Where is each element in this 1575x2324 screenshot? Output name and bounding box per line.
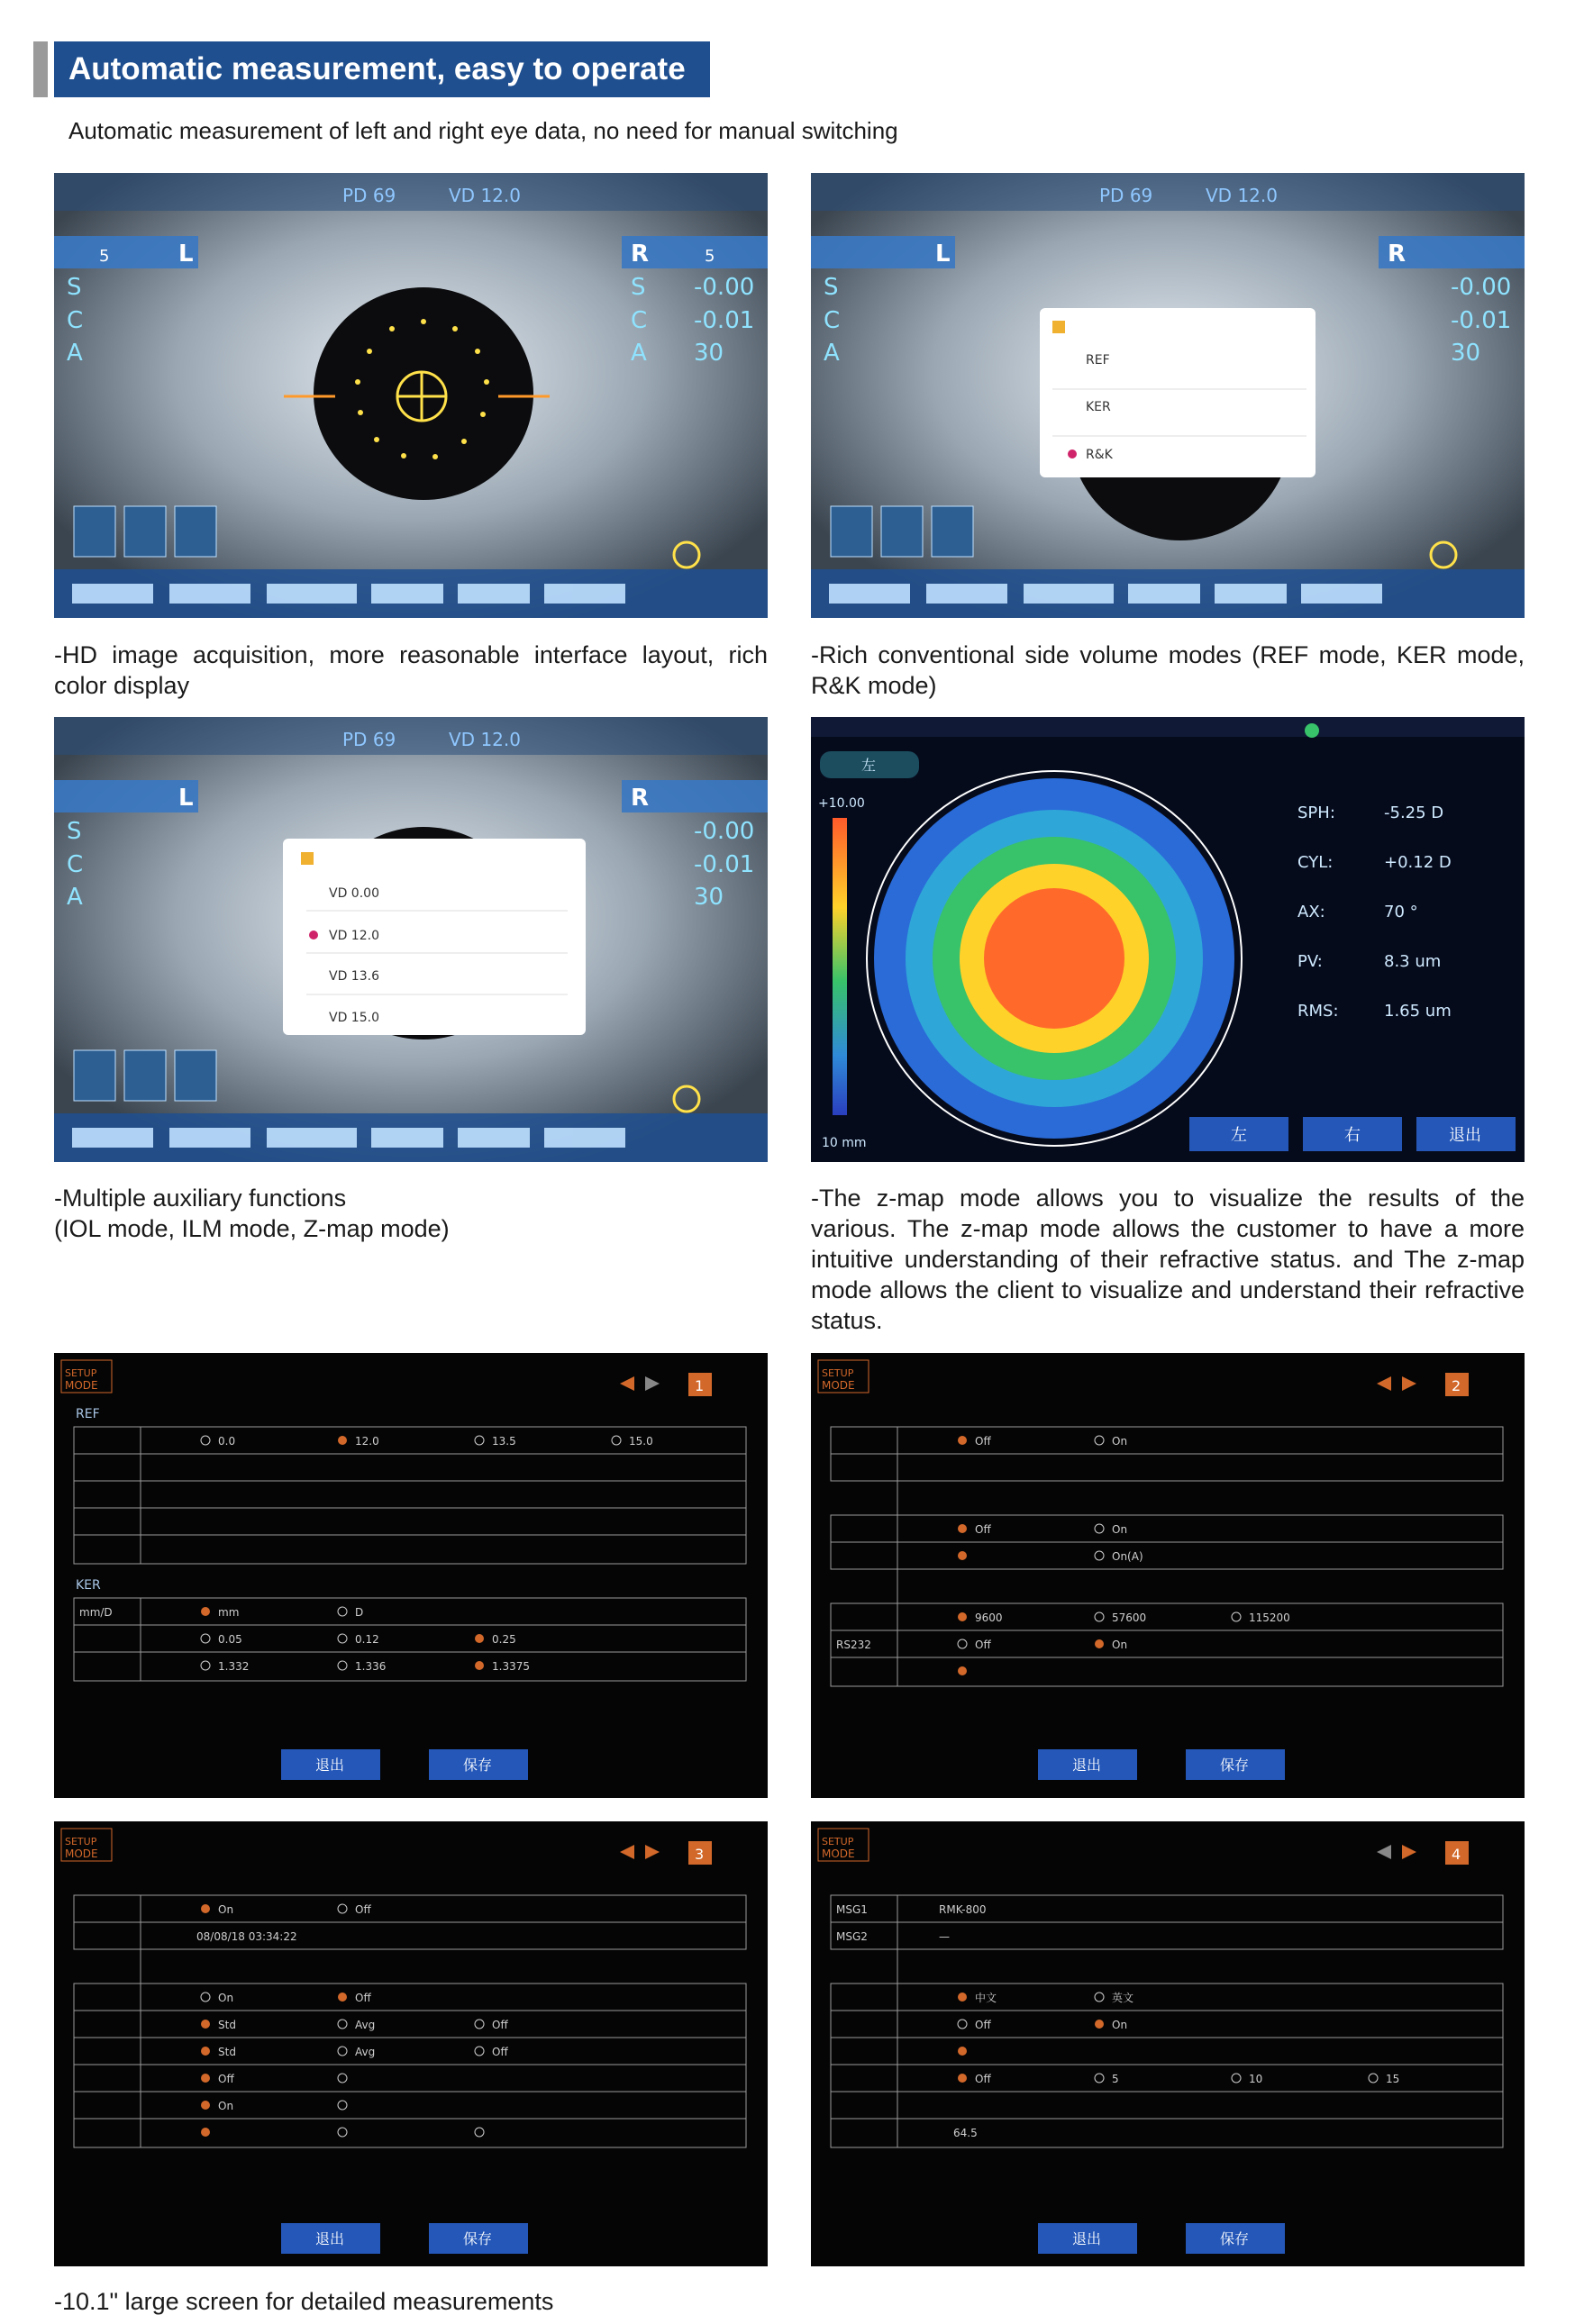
svg-text:SETUP: SETUP: [822, 1367, 854, 1379]
svg-text:RS232: RS232: [836, 1639, 871, 1651]
zmap-left-button: 左: [1231, 1126, 1247, 1145]
svg-text:R: R: [631, 785, 650, 812]
svg-text:VD 12.0: VD 12.0: [1206, 185, 1278, 206]
svg-text:C: C: [67, 307, 84, 334]
svg-text:MSG1: MSG1: [836, 1903, 868, 1916]
svg-text:VD 0.00: VD 0.00: [329, 886, 379, 901]
svg-text:Std: Std: [218, 2046, 236, 2058]
svg-text:Off: Off: [218, 2073, 234, 2085]
svg-text:0.25: 0.25: [492, 1633, 516, 1646]
ref-mode-screen: [811, 173, 1525, 618]
svg-text:On: On: [218, 1903, 234, 1916]
svg-text:S: S: [67, 274, 82, 301]
svg-text:中文: 中文: [975, 1992, 997, 2004]
svg-text:8.3 um: 8.3 um: [1384, 952, 1442, 971]
svg-text:-0.00: -0.00: [1451, 274, 1512, 301]
svg-text:L: L: [935, 241, 951, 268]
svg-text:0.05: 0.05: [218, 1633, 242, 1646]
svg-text:A: A: [67, 884, 83, 911]
svg-text:Avg: Avg: [355, 2046, 376, 2058]
svg-text:PD 69: PD 69: [342, 729, 396, 750]
menu-item-ker: KER: [1086, 400, 1111, 414]
svg-text:RMK-800: RMK-800: [939, 1903, 987, 1916]
svg-text:4: 4: [1452, 1846, 1461, 1863]
svg-text:30: 30: [694, 340, 724, 367]
svg-text:On: On: [1112, 1639, 1128, 1651]
menu-item-rk: R&K: [1086, 448, 1113, 462]
svg-text:VD 12.0: VD 12.0: [329, 929, 379, 943]
svg-text:MODE: MODE: [65, 1379, 98, 1392]
svg-text:57600: 57600: [1112, 1611, 1147, 1624]
setup-page-2: [811, 1353, 1525, 1798]
svg-text:On: On: [1112, 2019, 1128, 2031]
svg-text:-0.01: -0.01: [1451, 307, 1512, 334]
svg-text:保存: 保存: [1220, 1757, 1250, 1774]
caption-hd-image: -HD image acquisition, more reasonable interface layout, rich color display: [54, 641, 768, 699]
svg-text:10 mm: 10 mm: [822, 1136, 867, 1150]
svg-text:30: 30: [694, 884, 724, 911]
svg-text:AX:: AX:: [1297, 903, 1325, 921]
svg-text:—: —: [939, 1930, 950, 1943]
svg-text:1.332: 1.332: [218, 1660, 250, 1673]
svg-text:A: A: [824, 340, 840, 367]
svg-text:C: C: [67, 851, 84, 878]
svg-text:CYL:: CYL:: [1297, 853, 1334, 872]
caption-aux-1: -Multiple auxiliary functions: [54, 1185, 347, 1212]
svg-text:-5.25 D: -5.25 D: [1384, 803, 1444, 822]
svg-text:13.5: 13.5: [492, 1435, 516, 1448]
svg-text:保存: 保存: [463, 2230, 493, 2247]
svg-text:Off: Off: [975, 2019, 991, 2031]
svg-text:Avg: Avg: [355, 2019, 376, 2031]
left-eye-label: L: [178, 241, 194, 268]
section-subtitle: Automatic measurement of left and right eye data, no need for manual switching: [68, 117, 898, 144]
svg-text:REF: REF: [76, 1407, 100, 1421]
svg-text:退出: 退出: [1072, 1757, 1102, 1774]
pd-readout: PD 69: [342, 185, 396, 206]
svg-text:5: 5: [705, 247, 715, 266]
svg-text:15.0: 15.0: [629, 1435, 653, 1448]
svg-text:PV:: PV:: [1297, 952, 1323, 971]
svg-text:1: 1: [695, 1377, 705, 1394]
svg-text:保存: 保存: [463, 1757, 493, 1774]
svg-text:保存: 保存: [1220, 2230, 1250, 2247]
svg-text:SPH:: SPH:: [1297, 803, 1335, 822]
svg-text:RMS:: RMS:: [1297, 1002, 1339, 1021]
svg-text:64.5: 64.5: [953, 2127, 978, 2139]
caption-zmap: -The z-map mode allows you to visualize the results of the various. The z-map mode allows the customer to have a more intuitive understanding of their refractive status. and The z-map mode allows the client to visualize and understand their refractive status.: [811, 1185, 1525, 1334]
svg-text:D: D: [355, 1606, 364, 1619]
svg-text:mm/D: mm/D: [79, 1606, 113, 1619]
setup-page-1: [54, 1353, 768, 1798]
svg-text:C: C: [824, 307, 841, 334]
svg-text:MODE: MODE: [822, 1847, 855, 1860]
svg-text:On(A): On(A): [1112, 1550, 1143, 1563]
svg-text:-0.01: -0.01: [694, 851, 755, 878]
svg-text:Off: Off: [355, 1992, 371, 2004]
zmap-eye-tab: 左: [861, 757, 877, 774]
svg-text:3: 3: [695, 1846, 705, 1863]
svg-text:1.336: 1.336: [355, 1660, 387, 1673]
caption-large-screen: -10.1" large screen for detailed measurements: [54, 2288, 554, 2315]
svg-text:R: R: [1388, 241, 1407, 268]
svg-text:MSG2: MSG2: [836, 1930, 868, 1943]
svg-text:12.0: 12.0: [355, 1435, 379, 1448]
svg-text:A: A: [631, 340, 647, 367]
svg-text:VD 13.6: VD 13.6: [329, 969, 379, 984]
svg-text:mm: mm: [218, 1606, 240, 1619]
vd-readout: VD 12.0: [449, 185, 521, 206]
svg-text:退出: 退出: [315, 1757, 345, 1774]
svg-text:115200: 115200: [1249, 1611, 1290, 1624]
svg-text:-0.01: -0.01: [694, 307, 755, 334]
svg-text:-0.00: -0.00: [694, 274, 755, 301]
svg-text:1.65 um: 1.65 um: [1384, 1002, 1452, 1021]
svg-text:MODE: MODE: [822, 1379, 855, 1392]
setup-page-4: [811, 1821, 1525, 2266]
svg-text:9600: 9600: [975, 1611, 1003, 1624]
section-title: Automatic measurement, easy to operate: [54, 41, 710, 97]
svg-text:Std: Std: [218, 2019, 236, 2031]
header-accent-bar: [33, 41, 48, 97]
svg-text:退出: 退出: [1072, 2230, 1102, 2247]
svg-text:-0.00: -0.00: [694, 818, 755, 845]
svg-text:Off: Off: [975, 2073, 991, 2085]
svg-text:Off: Off: [975, 1639, 991, 1651]
svg-text:08/08/18 03:34:22: 08/08/18 03:34:22: [196, 1930, 297, 1943]
svg-text:VD 12.0: VD 12.0: [449, 729, 521, 750]
setup-page-3: [54, 1821, 768, 2266]
svg-text:S: S: [67, 818, 82, 845]
svg-text:KER: KER: [76, 1578, 101, 1593]
svg-text:5: 5: [99, 247, 110, 266]
svg-text:5: 5: [1112, 2073, 1119, 2085]
svg-text:30: 30: [1451, 340, 1481, 367]
svg-text:Off: Off: [492, 2046, 508, 2058]
svg-text:1.3375: 1.3375: [492, 1660, 530, 1673]
svg-text:Off: Off: [975, 1523, 991, 1536]
svg-text:S: S: [631, 274, 646, 301]
svg-text:VD 15.0: VD 15.0: [329, 1011, 379, 1025]
caption-modes: -Rich conventional side volume modes (REF mode, KER mode, R&K mode): [811, 641, 1525, 699]
svg-text:MODE: MODE: [65, 1847, 98, 1860]
svg-text:0.0: 0.0: [218, 1435, 236, 1448]
svg-text:英文: 英文: [1112, 1992, 1134, 2004]
svg-text:SETUP: SETUP: [822, 1836, 854, 1847]
zmap-screen: [811, 717, 1525, 1162]
svg-text:A: A: [67, 340, 83, 367]
menu-item-ref: REF: [1086, 353, 1110, 368]
svg-text:On: On: [218, 2100, 234, 2112]
zmap-right-button: 右: [1344, 1126, 1361, 1145]
vd-menu-screen: [54, 717, 768, 1162]
svg-text:10: 10: [1249, 2073, 1263, 2085]
right-eye-label: R: [631, 241, 650, 268]
zmap-exit-button: 退出: [1449, 1126, 1481, 1145]
svg-text:S: S: [824, 274, 839, 301]
svg-text:退出: 退出: [315, 2230, 345, 2247]
svg-text:On: On: [218, 1992, 234, 2004]
svg-text:On: On: [1112, 1435, 1128, 1448]
svg-text:SETUP: SETUP: [65, 1836, 97, 1847]
svg-text:2: 2: [1452, 1377, 1461, 1394]
svg-text:0.12: 0.12: [355, 1633, 379, 1646]
svg-text:15: 15: [1386, 2073, 1400, 2085]
svg-text:L: L: [178, 785, 194, 812]
svg-text:PD 69: PD 69: [1099, 185, 1153, 206]
svg-text:On: On: [1112, 1523, 1128, 1536]
svg-text:+10.00: +10.00: [818, 796, 865, 811]
svg-text:Off: Off: [492, 2019, 508, 2031]
eye-measurement-screen: [54, 173, 768, 618]
svg-text:Off: Off: [975, 1435, 991, 1448]
svg-text:70 °: 70 °: [1384, 903, 1418, 921]
svg-text:C: C: [631, 307, 648, 334]
caption-aux-2: (IOL mode, ILM mode, Z-map mode): [54, 1215, 450, 1242]
svg-text:SETUP: SETUP: [65, 1367, 97, 1379]
svg-text:+0.12 D: +0.12 D: [1384, 853, 1452, 872]
svg-text:Off: Off: [355, 1903, 371, 1916]
